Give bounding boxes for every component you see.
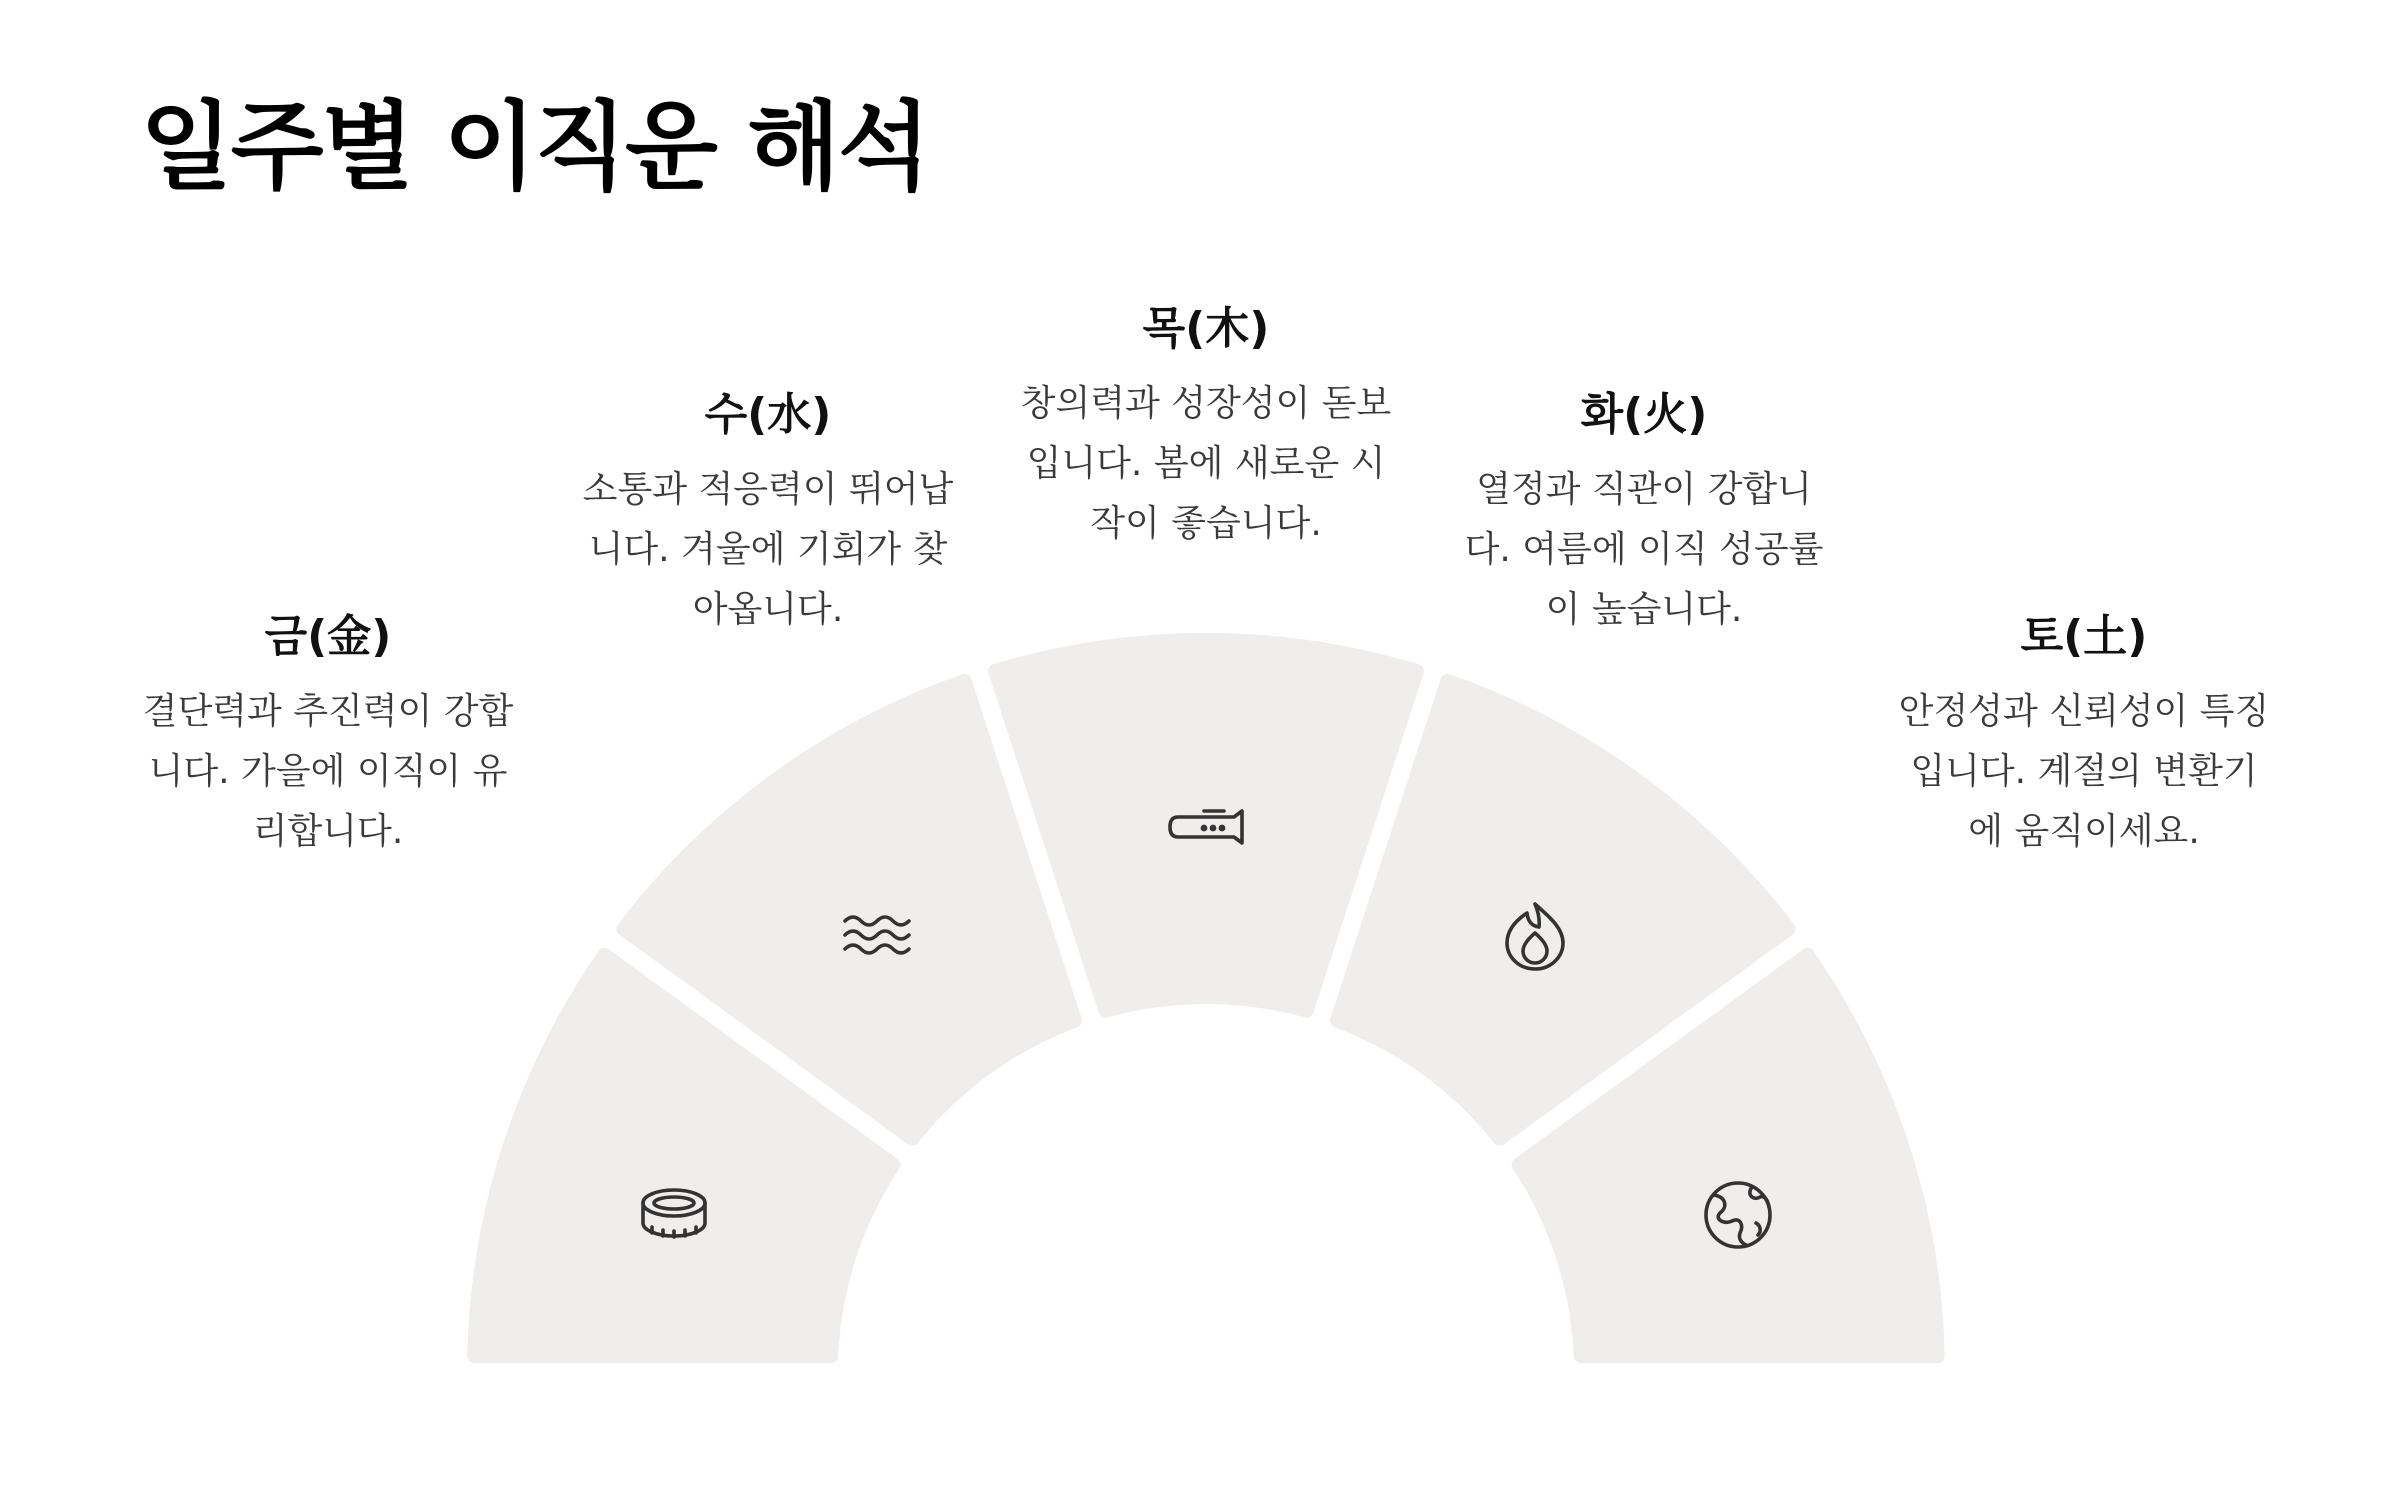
segment-title: 수(水) [704, 389, 832, 440]
segment-title: 화(火) [1580, 389, 1708, 440]
segment-description: 창의력과 성장성이 돋보입니다. 봄에 새로운 시작이 좋습니다. [1020, 383, 1392, 544]
segment-label-fire [1454, 386, 1834, 640]
segment-description: 안정성과 신뢰성이 특징입니다. 계절의 변환기에 움직이세요. [1898, 691, 2270, 852]
segment-description: 결단력과 추진력이 강합니다. 가을에 이직이 유리합니다. [142, 691, 514, 852]
segment-title: 목(木) [1142, 303, 1270, 354]
segment-label-metal [138, 608, 518, 862]
segment-label-wood [1016, 300, 1396, 554]
segment-label-earth [1894, 608, 2274, 862]
segment-label-water [578, 386, 958, 640]
segment-description: 열정과 직관이 강합니다. 여름에 이직 성공률이 높습니다. [1464, 469, 1824, 630]
segment-title: 금(金) [264, 611, 392, 662]
segment-description: 소통과 적응력이 뛰어납니다. 겨울에 기회가 찾아옵니다. [582, 469, 954, 630]
page-title: 일주별 이직운 해석 [140, 91, 929, 203]
segment-title: 토(土) [2020, 611, 2148, 662]
